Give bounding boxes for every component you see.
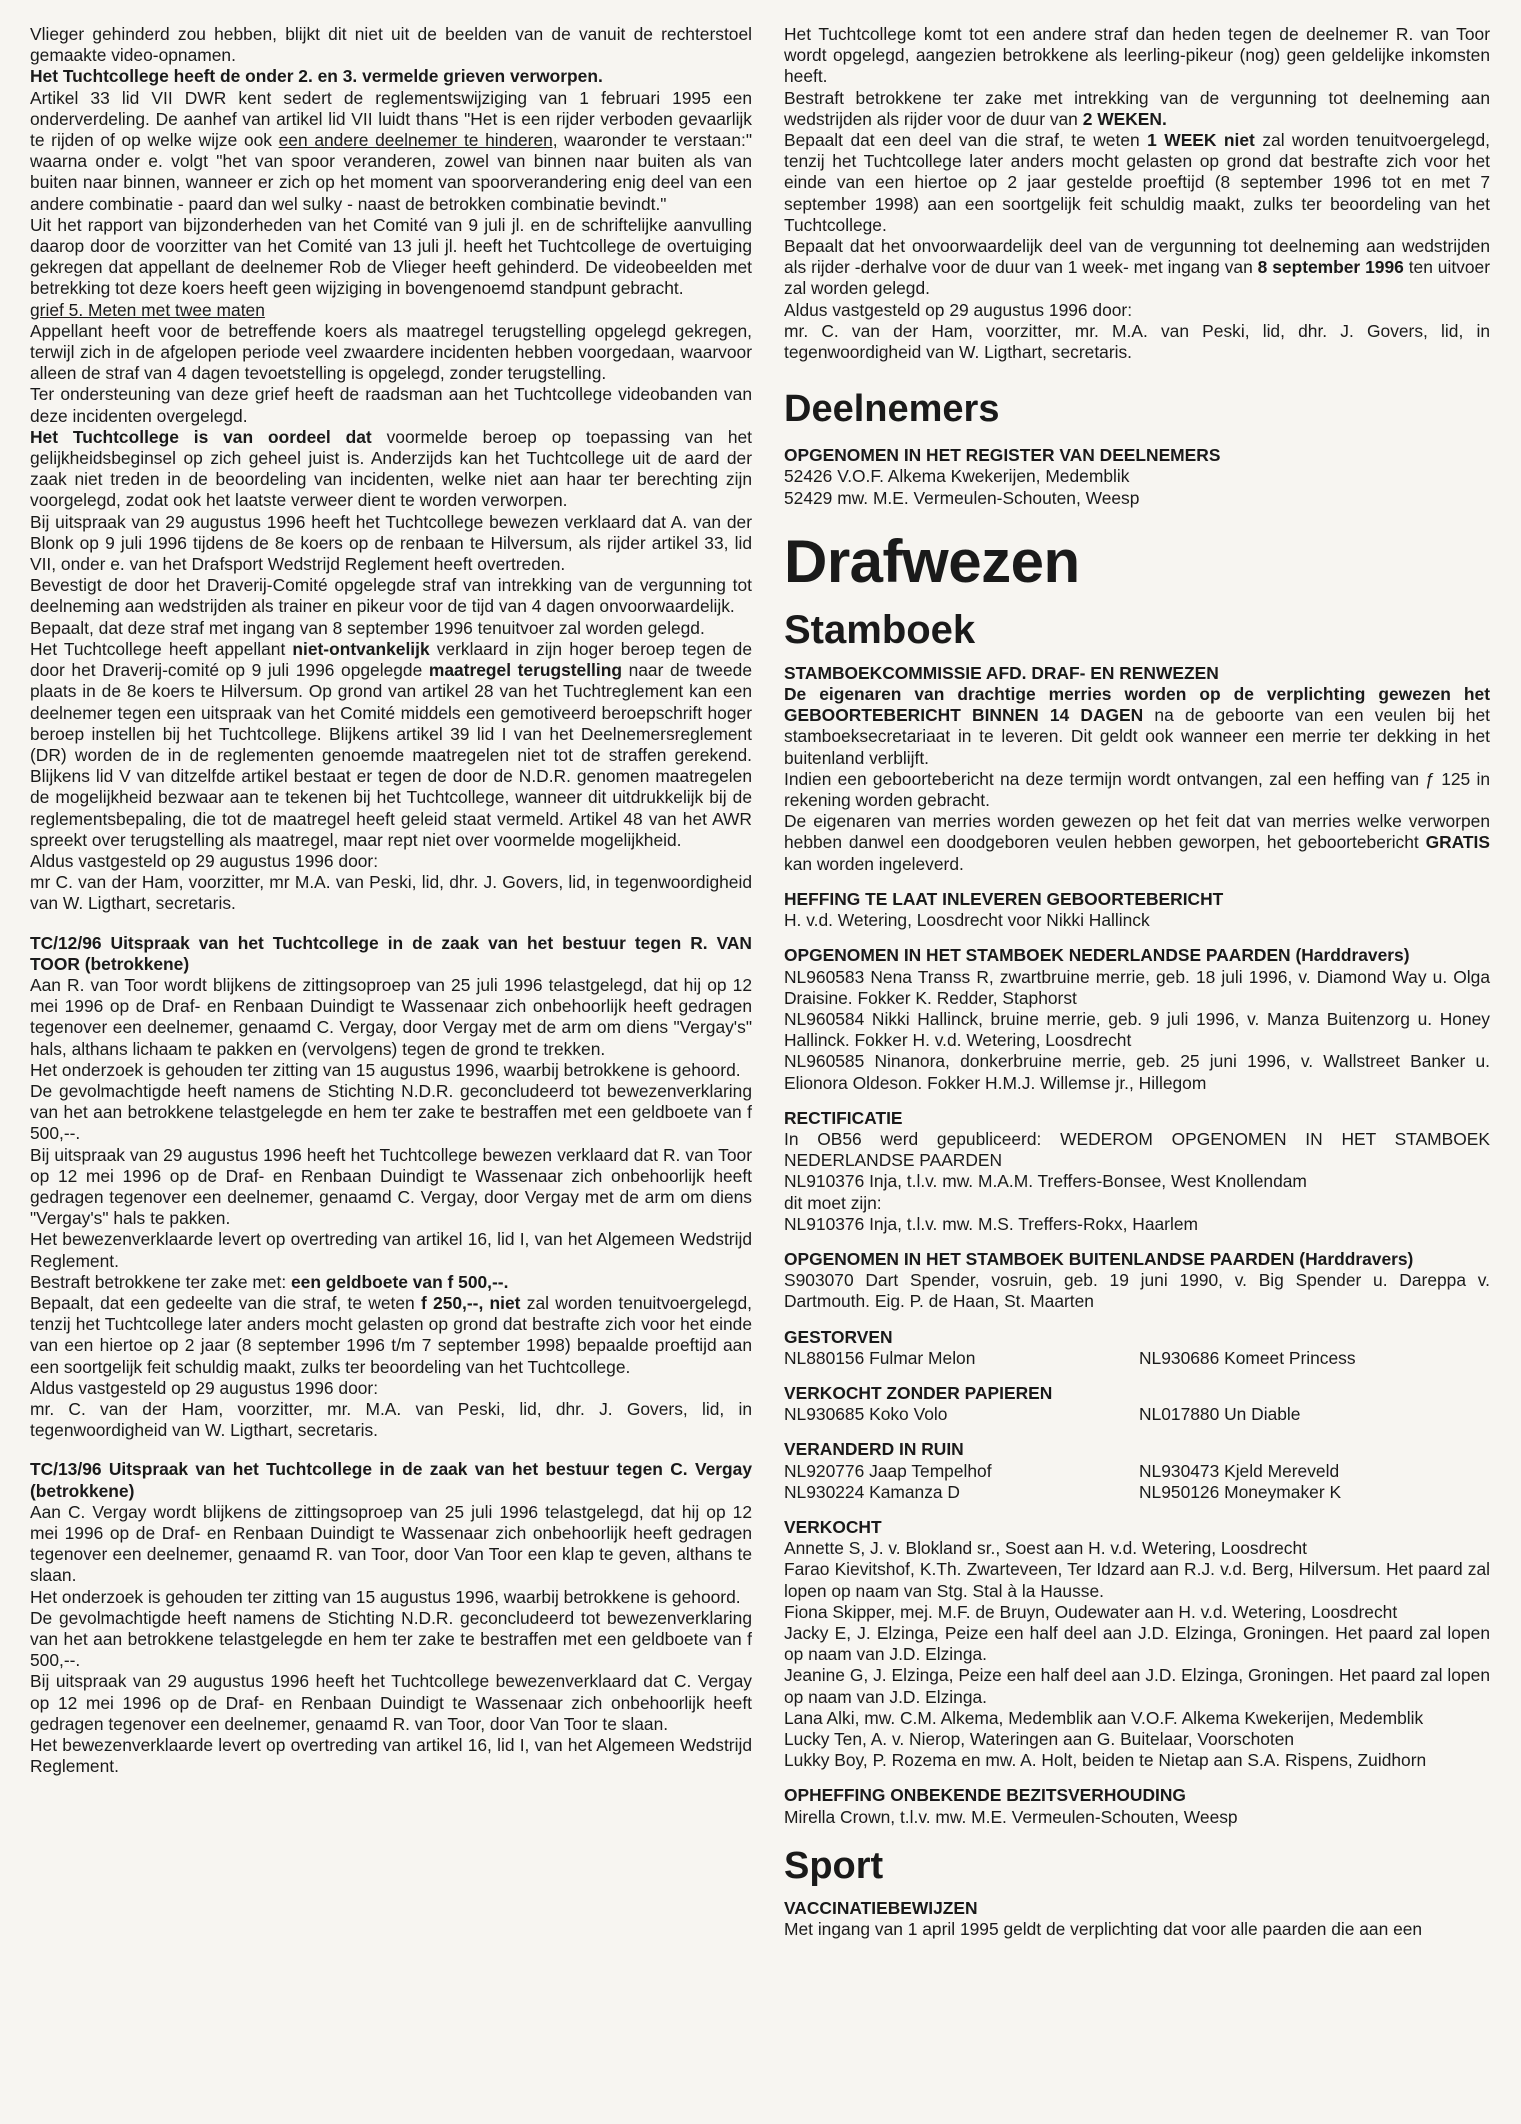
section-title: VERANDERD IN RUIN: [784, 1439, 964, 1460]
paragraph: Indien een geboortebericht na deze termijn wordt ontvangen, zal een heffing van ƒ 125 in rekening worden gebracht.: [784, 768, 1490, 811]
left-column: [30, 24, 752, 1777]
list-item: NL910376 Inja, t.l.v. mw. M.S. Treffers-Rokx, Haarlem: [784, 1213, 1198, 1234]
case-title-tc-12-96: TC/12/96 Uitspraak van het Tuchtcollege in de zaak van het bestuur tegen R. VAN TOOR (betrokkene): [30, 932, 752, 974]
list-item: NL880156 Fulmar Melon: [784, 1347, 976, 1368]
section-title: GESTORVEN: [784, 1326, 893, 1347]
section-title: OPGENOMEN IN HET STAMBOEK NEDERLANDSE PAARDEN (Harddravers): [784, 945, 1410, 966]
list-item: NL920776 Jaap Tempelhof: [784, 1460, 992, 1481]
section-rectificatie: [784, 1108, 1490, 1235]
section-verkocht-zonder-papieren: [784, 1383, 1490, 1425]
paragraph: De eigenaren van drachtige merries worden op de verplichting gewezen het GEBOORTEBERICHT BINNEN 14 DAGEN na de geboorte van een veulen bij het stamboeksecretariaat in te leveren. Dit geldt ook wanneer een merrie ter dekking in het buitenland verblijft.: [784, 684, 1490, 768]
section-heading-sport: Sport: [784, 1844, 884, 1887]
paragraph: Artikel 33 lid VII DWR kent sedert de reglementswijziging van 1 februari 1995 een onderverdeling. De aanhef van artikel lid VII luidt thans "Het is een rijder verboden gevaarlijk te rijden of op welke wijze ook een andere deelnemer te hinderen, waaronder te verstaan:" waarna onder e. volgt "het van spoor veranderen, zowel van binnen naar buiten als van buiten naar binnen, wanneer er zich op het moment van spoorverandering enig deel van een andere combinatie - paard dan wel sulky - naast de betrokken combinatie bevindt.": [30, 87, 752, 214]
section-heffing: [784, 889, 1490, 931]
paragraph: Vlieger gehinderd zou hebben, blijkt dit niet uit de beelden van de vanuit de rechterstoel gemaakte video-opnamen.: [30, 24, 752, 66]
list-item: Jeanine G, J. Elzinga, Peize een half deel aan J.D. Elzinga, Groningen. Het paard zal lopen op naam van J.D. Elzinga.: [784, 1665, 1490, 1707]
section-title: HEFFING TE LAAT INLEVEREN GEBOORTEBERICHT: [784, 888, 1224, 909]
list-item: NL930685 Koko Volo: [784, 1404, 948, 1425]
section-title: OPHEFFING ONBEKENDE BEZITSVERHOUDING: [784, 1785, 1186, 1806]
paragraph: Bevestigt de door het Draverij-Comité opgelegde straf van intrekking van de vergunning tot deelneming aan wedstrijden als trainer en pikeur voor de tijd van 4 dagen onvoorwaardelijk.: [30, 575, 752, 617]
paragraph: Het onderzoek is gehouden ter zitting van 15 augustus 1996, waarbij betrokkene is gehoord.: [30, 1586, 741, 1607]
paragraph: mr C. van der Ham, voorzitter, mr M.A. van Peski, lid, dhr. J. Govers, lid, in tegenwoordigheid van W. Ligthart, secretaris.: [30, 872, 752, 914]
section-title: VERKOCHT ZONDER PAPIEREN: [784, 1382, 1053, 1403]
paragraph-bold: Het Tuchtcollege heeft de onder 2. en 3. vermelde grieven verworpen.: [30, 66, 603, 87]
section-stamboek-nederlandse: [784, 945, 1490, 1093]
paragraph: De gevolmachtigde heeft namens de Stichting N.D.R. geconcludeerd tot bewezenverklaring van het aan betrokkene telastgelegde en hem ter zake te bestraffen met een geldboete van f 500,--.: [30, 1080, 752, 1144]
paragraph: Bij uitspraak van 29 augustus 1996 heeft het Tuchtcollege bewezen verklaard dat A. van der Blonk op 9 juli 1996 tijdens de 8e koers op de renbaan te Hilversum, als rijder artikel 33, lid VII, onder e. van het Drafsport Wedstrijd Reglement heeft overtreden.: [30, 511, 752, 575]
list-item: NL017880 Un Diable: [1139, 1404, 1301, 1425]
paragraph: Het bewezenverklaarde levert op overtreding van artikel 16, lid I, van het Algemeen Wedstrijd Reglement.: [30, 1229, 752, 1271]
list-item: Lana Alki, mw. C.M. Alkema, Medemblik aan V.O.F. Alkema Kwekerijen, Medemblik: [784, 1707, 1424, 1728]
paragraph: Aldus vastgesteld op 29 augustus 1996 door:: [30, 1377, 379, 1398]
list-item: In OB56 werd gepubliceerd: WEDEROM OPGENOMEN IN HET STAMBOEK NEDERLANDSE PAARDEN: [784, 1128, 1490, 1171]
underlined-text: een andere deelnemer te hinderen,: [278, 130, 558, 151]
paragraph: Ter ondersteuning van deze grief heeft de raadsman aan het Tuchtcollege videobanden van deze incidenten overgelegd.: [30, 384, 752, 426]
case-title-tc-13-96: TC/13/96 Uitspraak van het Tuchtcollege in de zaak van het bestuur tegen C. Vergay (betrokkene): [30, 1459, 752, 1501]
list-item: S903070 Dart Spender, vosruin, geb. 19 juni 1990, v. Big Spender u. Dareppa v. Dartmouth. Eig. P. de Haan, St. Maarten: [784, 1270, 1490, 1312]
list-item: NL950126 Moneymaker K: [1139, 1481, 1342, 1502]
paragraph: Bepaalt dat het onvoorwaardelijk deel van de vergunning tot deelneming aan wedstrijden als rijder -derhalve voor de duur van 1 week- met ingang van 8 september 1996 ten uitvoer zal worden gelegd.: [784, 236, 1490, 299]
paragraph: Aldus vastgesteld op 29 augustus 1996 door:: [784, 299, 1133, 320]
paragraph: De eigenaren van merries worden gewezen op het feit dat van merries welke verworpen hebben danwel een doodgeboren veulen hebben geworpen, het geboortebericht GRATIS kan worden ingeleverd.: [784, 811, 1490, 874]
list-item: Lucky Ten, A. v. Nierop, Wateringen aan G. Buitelaar, Voorschoten: [784, 1729, 1295, 1749]
section-heading-drafwezen: Drafwezen: [784, 527, 1080, 595]
subheading-grief-5: grief 5. Meten met twee maten: [30, 299, 265, 320]
section-title: OPGENOMEN IN HET REGISTER VAN DEELNEMERS: [784, 445, 1221, 466]
list-item: Lukky Boy, P. Rozema en mw. A. Holt, beiden te Nietap aan S.A. Rispens, Zuidhorn: [784, 1750, 1427, 1771]
list-item: Jacky E, J. Elzinga, Peize een half deel aan J.D. Elzinga, Groningen. Het paard zal lopen op naam van J.D. Elzinga.: [784, 1622, 1490, 1665]
paragraph: Appellant heeft voor de betreffende koers als maatregel terugstelling opgelegd gekregen, terwijl zich in de afgelopen periode veel zwaardere incidenten hebben voorgedaan, waarvoor alleen de straf van 4 dagen tevoetstelling is opgelegd, zonder terugstelling.: [30, 320, 752, 384]
section-title: OPGENOMEN IN HET STAMBOEK BUITENLANDSE PAARDEN (Harddravers): [784, 1248, 1414, 1269]
paragraph: De gevolmachtigde heeft namens de Stichting N.D.R. geconcludeerd tot bewezenverklaring van het aan betrokkene telastgelegde en hem ter zake te bestraffen met een geldboete van f 500,--.: [30, 1607, 752, 1671]
list-item: NL910376 Inja, t.l.v. mw. M.A.M. Treffers-Bonsee, West Knollendam: [784, 1171, 1307, 1192]
paragraph: Aan R. van Toor wordt blijkens de zittingsoproep van 25 juli 1996 telastgelegd, dat hij op 12 mei 1996 op de Draf- en Renbaan Duindigt te Wassenaar zich onbehoorlijk heeft gedragen tegenover een deelnemer, genaamd C. Vergay, door Vergay met de arm om diens "Vergay's" hals, althans lichaam te pakken en (vervolgens) tegen de grond te trekken.: [30, 974, 752, 1059]
paragraph: Met ingang van 1 april 1995 geldt de verplichting dat voor alle paarden die aan een: [784, 1919, 1423, 1940]
section-stamboek-buitenlandse: [784, 1249, 1490, 1313]
list-item: Annette S, J. v. Blokland sr., Soest aan H. v.d. Wetering, Loosdrecht: [784, 1538, 1307, 1559]
paragraph: Bestraft betrokkene ter zake met: een geldboete van f 500,--.: [30, 1271, 509, 1292]
paragraph: Bestraft betrokkene ter zake met intrekking van de vergunning tot deelneming aan wedstrijden als rijder voor de duur van 2 WEKEN.: [784, 87, 1490, 129]
list-item: NL960584 Nikki Hallinck, bruine merrie, geb. 9 juli 1996, v. Manza Buitenzorg u. Honey Hallinck. Fokker H. v.d. Wetering, Loosdrecht: [784, 1008, 1490, 1051]
paragraph: Het Tuchtcollege komt tot een andere straf dan heden tegen de deelnemer R. van Toor wordt opgelegd, aangezien betrokkene als leerling-pikeur (nog) geen geldelijke inkomsten heeft.: [784, 24, 1490, 87]
right-column: [784, 24, 1490, 1940]
paragraph: Bepaalt dat een deel van die straf, te weten 1 WEEK niet zal worden tenuitvoergelegd, tenzij het Tuchtcollege later anders mocht gelasten op grond dat bestrafte zich voor het einde van een hiertoe op 2 jaar gestelde proeftijd (8 september 1996 tot en met 7 september 1998) aan een soortgelijk feit schuldig maakt, zulks ter beoordeling van het Tuchtcollege.: [784, 130, 1490, 235]
paragraph: Bepaalt, dat deze straf met ingang van 8 september 1996 tenuitvoer zal worden gelegd.: [30, 617, 705, 638]
section-heading-deelnemers: Deelnemers: [784, 388, 1000, 431]
section-opheffing: [784, 1785, 1490, 1827]
list-item: NL960585 Ninanora, donkerbruine merrie, geb. 25 juni 1996, v. Wallstreet Banker u. Elionora Oldeson. Fokker H.M.J. Willemse jr., Hillegom: [784, 1051, 1490, 1093]
section-title: VERKOCHT: [784, 1516, 882, 1537]
section-veranderd-in-ruin: [784, 1439, 1490, 1503]
section-heading-stamboek: Stamboek: [784, 607, 976, 652]
paragraph: Aan C. Vergay wordt blijkens de zittingsoproep van 25 juli 1996 telastgelegd, dat hij op 12 mei 1996 op de Draf- en Renbaan Duindigt te Wassenaar zich onbehoorlijk heeft gedragen tegenover een deelnemer, genaamd R. van Toor, door Van Toor een klap te geven, althans te slaan.: [30, 1501, 752, 1586]
paragraph: Het onderzoek is gehouden ter zitting van 15 augustus 1996, waarbij betrokkene is gehoord.: [30, 1059, 741, 1080]
section-title: STAMBOEKCOMMISSIE AFD. DRAF- EN RENWEZEN: [784, 662, 1219, 683]
paragraph: Aldus vastgesteld op 29 augustus 1996 door:: [30, 850, 379, 871]
list-item: Farao Kievitshof, K.Th. Zwarteveen, Ter Idzard aan R.J. v.d. Berg, Hilversum. Het paard zal lopen op naam van Stg. Stal à la Hausse.: [784, 1559, 1490, 1601]
list-item: H. v.d. Wetering, Loosdrecht voor Nikki Hallinck: [784, 910, 1150, 931]
section-gestorven: [784, 1327, 1490, 1369]
paragraph: mr. C. van der Ham, voorzitter, mr. M.A. van Peski, lid, dhr. J. Govers, lid, in tegenwoordigheid van W. Ligthart, secretaris.: [30, 1399, 752, 1441]
list-item: NL960583 Nena Transs R, zwartbruine merrie, geb. 18 juli 1996, v. Diamond Way u. Olga Draisine. Fokker K. Redder, Staphorst: [784, 966, 1490, 1008]
paragraph: Bepaalt, dat een gedeelte van die straf, te weten f 250,--, niet zal worden tenuitvoergelegd, tenzij het Tuchtcollege later anders mocht gelasten op grond dat bestrafte zich voor het einde van een hiertoe op 2 jaar (8 september 1996 t/m 7 september 1998) bepaalde proeftijd aan een soortgelijk feit schuldig maakt, zulks ter beoordeling van het Tuchtcollege.: [30, 1292, 752, 1377]
list-item: dit moet zijn:: [784, 1192, 882, 1213]
paragraph: Bij uitspraak van 29 augustus 1996 heeft het Tuchtcollege bewezen verklaard dat R. van Toor op 12 mei 1996 op de Draf- en Renbaan Duindigt te Wassenaar zich onbehoorlijk heeft gedragen tegenover een deelnemer, genaamd C. Vergay, door Vergay met de arm om diens "Vergay's" hals te pakken.: [30, 1144, 752, 1229]
list-item: NL930473 Kjeld Mereveld: [1139, 1460, 1340, 1481]
list-item: NL930224 Kamanza D: [784, 1481, 960, 1502]
paragraph: Bij uitspraak van 29 augustus 1996 heeft het Tuchtcollege bewezenverklaard dat C. Vergay op 12 mei 1996 op de Draf- en Renbaan Duindigt te Wassenaar zich onbehoorlijk heeft gedragen tegenover een deelnemer, genaamd R. van Toor, door Van Toor te slaan.: [30, 1671, 752, 1734]
list-item: 52426 V.O.F. Alkema Kwekerijen, Medemblik: [784, 466, 1130, 487]
section-title: RECTIFICATIE: [784, 1107, 903, 1128]
section-verkocht: [784, 1517, 1490, 1771]
list-item: Fiona Skipper, mej. M.F. de Bruyn, Oudewater aan H. v.d. Wetering, Loosdrecht: [784, 1601, 1398, 1622]
paragraph: Uit het rapport van bijzonderheden van het Comité van 9 juli jl. en de schriftelijke aanvulling daarop door de voorzitter van het Comité van 13 juli jl. heeft het Tuchtcollege de overtuiging gekregen dat appellant de deelnemer Rob de Vlieger heeft gehinderd. De videobeelden met betrekking tot deze koers heeft geen wijziging in bovengenoemd standpunt gebracht.: [30, 214, 752, 299]
paragraph: Het Tuchtcollege heeft appellant niet-ontvankelijk verklaard in zijn hoger beroep tegen de door het Draverij-comité op 9 juli 1996 opgelegde maatregel terugstelling naar de tweede plaats in de 8e koers te Hilversum. Op grond van artikel 28 van het Tuchtreglement kan een deelnemer tegen een uitspraak van het Comité middels een gemotiveerd beroepschrift hoger beroep instellen bij het Tuchtcollege. Blijkens artikel 39 lid I van het Deelnemersreglement (DR) worden de in de reglementen genoemde maatregelen niet tot de straffen gerekend. Blijkens lid V van ditzelfde artikel bestaat er tegen de door de N.D.R. genomen maatregelen de mogelijkheid bezwaar aan te tekenen bij het Tuchtcollege, wanneer dit uitdrukkelijk bij de reglementsbepaling, die tot de maatregel heeft geleid staat vermeld. Artikel 48 van het AWR spreekt over terugstelling als maatregel, maar rept niet over voormelde mogelijkheid.: [30, 638, 752, 850]
section-title: VACCINATIEBEWIJZEN: [784, 1897, 978, 1918]
list-item: NL930686 Komeet Princess: [1139, 1347, 1356, 1368]
paragraph: Het Tuchtcollege is van oordeel dat voormelde beroep op toepassing van het gelijkheidsbeginsel op zich geheel juist is. Anderzijds kan het Tuchtcollege uit de aard der zaak niet treden in de beoordeling van incidenten, welke niet aan haar ter berechting zijn voorgelegd, zodat ook het laatste verweer dient te worden verworpen.: [30, 426, 753, 511]
paragraph: Het bewezenverklaarde levert op overtreding van artikel 16, lid I, van het Algemeen Wedstrijd Reglement.: [30, 1735, 752, 1777]
list-item: Mirella Crown, t.l.v. mw. M.E. Vermeulen-Schouten, Weesp: [784, 1806, 1238, 1827]
paragraph: mr. C. van der Ham, voorzitter, mr. M.A. van Peski, lid, dhr. J. Govers, lid, in tegenwoordigheid van W. Ligthart, secretaris.: [784, 320, 1490, 363]
list-item: 52429 mw. M.E. Vermeulen-Schouten, Weesp: [784, 487, 1140, 508]
